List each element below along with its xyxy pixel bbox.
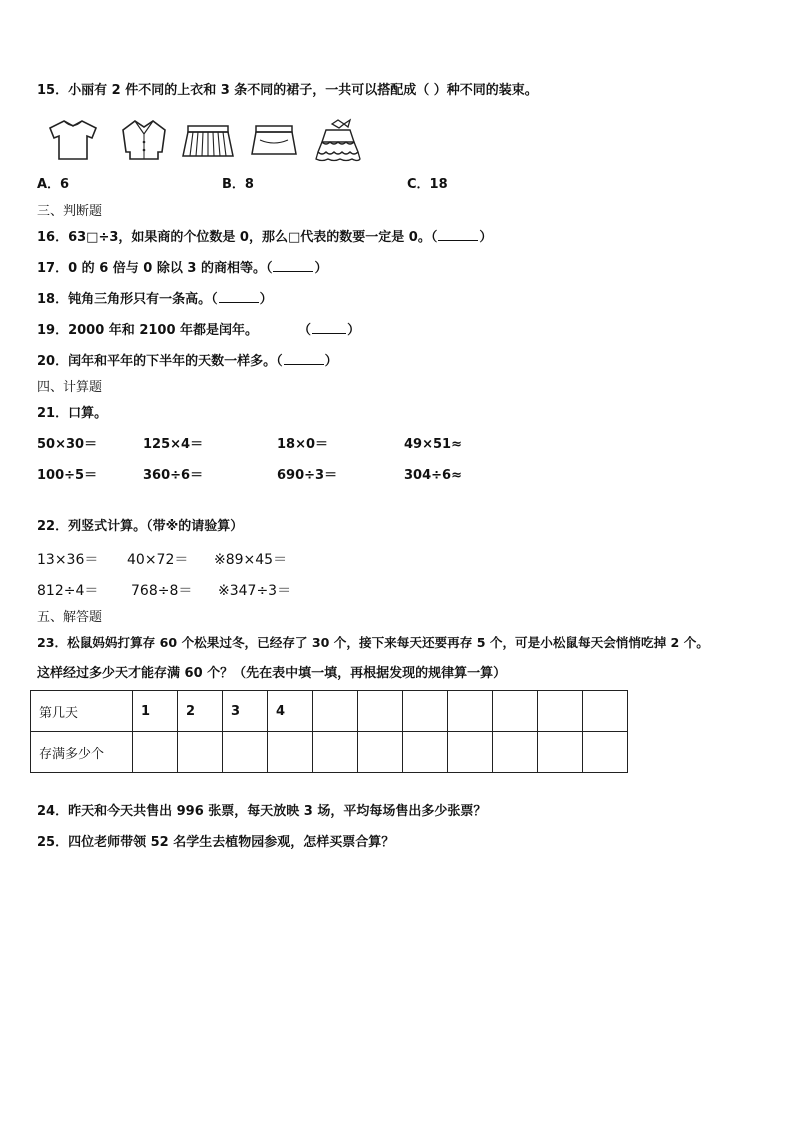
section-5-heading: 五、解答题 <box>37 610 103 625</box>
question-19-text: 19．2000 年和 2100 年都是闰年。 <box>37 323 259 338</box>
blouse-icon <box>118 118 170 162</box>
count-cell[interactable] <box>448 732 493 773</box>
oral-calc-3: 18×0＝ <box>277 437 329 452</box>
oral-calc-2: 125×4＝ <box>143 437 204 452</box>
question-22-title: 22．列竖式计算。（带※的请验算） <box>37 519 244 534</box>
vertical-calc-1: 13×36＝ <box>37 552 99 568</box>
oral-calc-7: 690÷3＝ <box>277 468 338 483</box>
oral-calc-6: 360÷6＝ <box>143 468 204 483</box>
question-17-text: 17．0 的 6 倍与 0 除以 3 的商相等。（ <box>37 261 273 276</box>
option-b: B．8 <box>222 177 254 192</box>
ruffled-skirt-icon <box>312 118 364 164</box>
question-16-text: 16．63□÷3，如果商的个位数是 0，那么□代表的数要一定是 0。（ <box>37 230 438 245</box>
table-head-count: 存满多少个 <box>31 732 133 773</box>
open-paren: （ <box>298 323 312 338</box>
day-cell[interactable] <box>493 691 538 732</box>
question-23-line-1: 23．松鼠妈妈打算存 60 个松果过冬，已经存了 30 个，接下来每天还要再存 5 个，可是小松鼠每天会悄悄吃掉 2 个。 <box>37 635 709 650</box>
vertical-calc-4: 812÷4＝ <box>37 583 99 599</box>
oral-calc-8: 304÷6≈ <box>404 468 462 483</box>
option-c: C．18 <box>407 177 448 192</box>
question-21-title: 21．口算。 <box>37 406 108 421</box>
question-23-line-2: 这样经过多少天才能存满 60 个？（先在表中填一填，再根据发现的规律算一算） <box>37 666 507 681</box>
day-cell[interactable] <box>313 691 358 732</box>
pleated-skirt-icon <box>180 118 236 162</box>
day-cell[interactable] <box>538 691 583 732</box>
close-paren: ） <box>259 292 273 307</box>
answer-blank[interactable] <box>273 259 313 272</box>
table-row-count <box>31 732 628 773</box>
vertical-calc-2: 40×72＝ <box>127 552 189 568</box>
table-head-day: 第几天 <box>31 691 133 732</box>
count-cell[interactable] <box>583 732 628 773</box>
day-cell[interactable] <box>583 691 628 732</box>
vertical-calc-5: 768÷8＝ <box>131 583 193 599</box>
question-24: 24．昨天和今天共售出 996 张票，每天放映 3 场，平均每场售出多少张票？ <box>37 804 487 819</box>
count-cell[interactable] <box>358 732 403 773</box>
question-18-text: 18．钝角三角形只有一条高。（ <box>37 292 218 307</box>
day-cell[interactable] <box>403 691 448 732</box>
answer-blank[interactable] <box>312 321 346 334</box>
question-17 <box>37 259 327 278</box>
day-cell: 1 <box>133 691 178 732</box>
question-19 <box>37 321 360 340</box>
count-cell[interactable] <box>538 732 583 773</box>
day-cell[interactable] <box>448 691 493 732</box>
question-15: 15．小丽有 2 件不同的上衣和 3 条不同的裙子，一共可以搭配成（ ）种不同的装束。 <box>37 83 538 98</box>
oral-calc-5: 100÷5＝ <box>37 468 98 483</box>
table-row-days <box>31 691 628 732</box>
oral-calc-4: 49×51≈ <box>404 437 462 452</box>
vertical-calc-6: ※347÷3＝ <box>218 583 292 599</box>
day-cell: 4 <box>268 691 313 732</box>
close-paren: ） <box>324 354 338 369</box>
count-cell[interactable] <box>133 732 178 773</box>
shirt-icon <box>44 118 102 162</box>
question-18 <box>37 290 273 309</box>
close-paren: ） <box>347 323 361 338</box>
section-4-heading: 四、计算题 <box>37 380 103 395</box>
count-cell[interactable] <box>493 732 538 773</box>
answer-blank[interactable] <box>438 228 478 241</box>
question-25: 25．四位老师带领 52 名学生去植物园参观，怎样买票合算？ <box>37 835 395 850</box>
count-cell[interactable] <box>223 732 268 773</box>
oral-calc-1: 50×30＝ <box>37 437 98 452</box>
count-cell[interactable] <box>403 732 448 773</box>
short-skirt-icon <box>248 118 300 162</box>
day-cell: 2 <box>178 691 223 732</box>
day-cell[interactable] <box>358 691 403 732</box>
close-paren: ） <box>314 261 328 276</box>
pinecone-table <box>30 690 628 773</box>
answer-blank[interactable] <box>219 290 259 303</box>
day-cell: 3 <box>223 691 268 732</box>
answer-blank[interactable] <box>284 352 324 365</box>
question-20 <box>37 352 338 371</box>
vertical-calc-3: ※89×45＝ <box>214 552 288 568</box>
question-20-text: 20．闰年和平年的下半年的天数一样多。（ <box>37 354 283 369</box>
section-3-heading: 三、判断题 <box>37 204 103 219</box>
count-cell[interactable] <box>313 732 358 773</box>
count-cell[interactable] <box>178 732 223 773</box>
option-a: A．6 <box>37 177 70 192</box>
count-cell[interactable] <box>268 732 313 773</box>
question-16 <box>37 228 492 247</box>
close-paren: ） <box>479 230 493 245</box>
